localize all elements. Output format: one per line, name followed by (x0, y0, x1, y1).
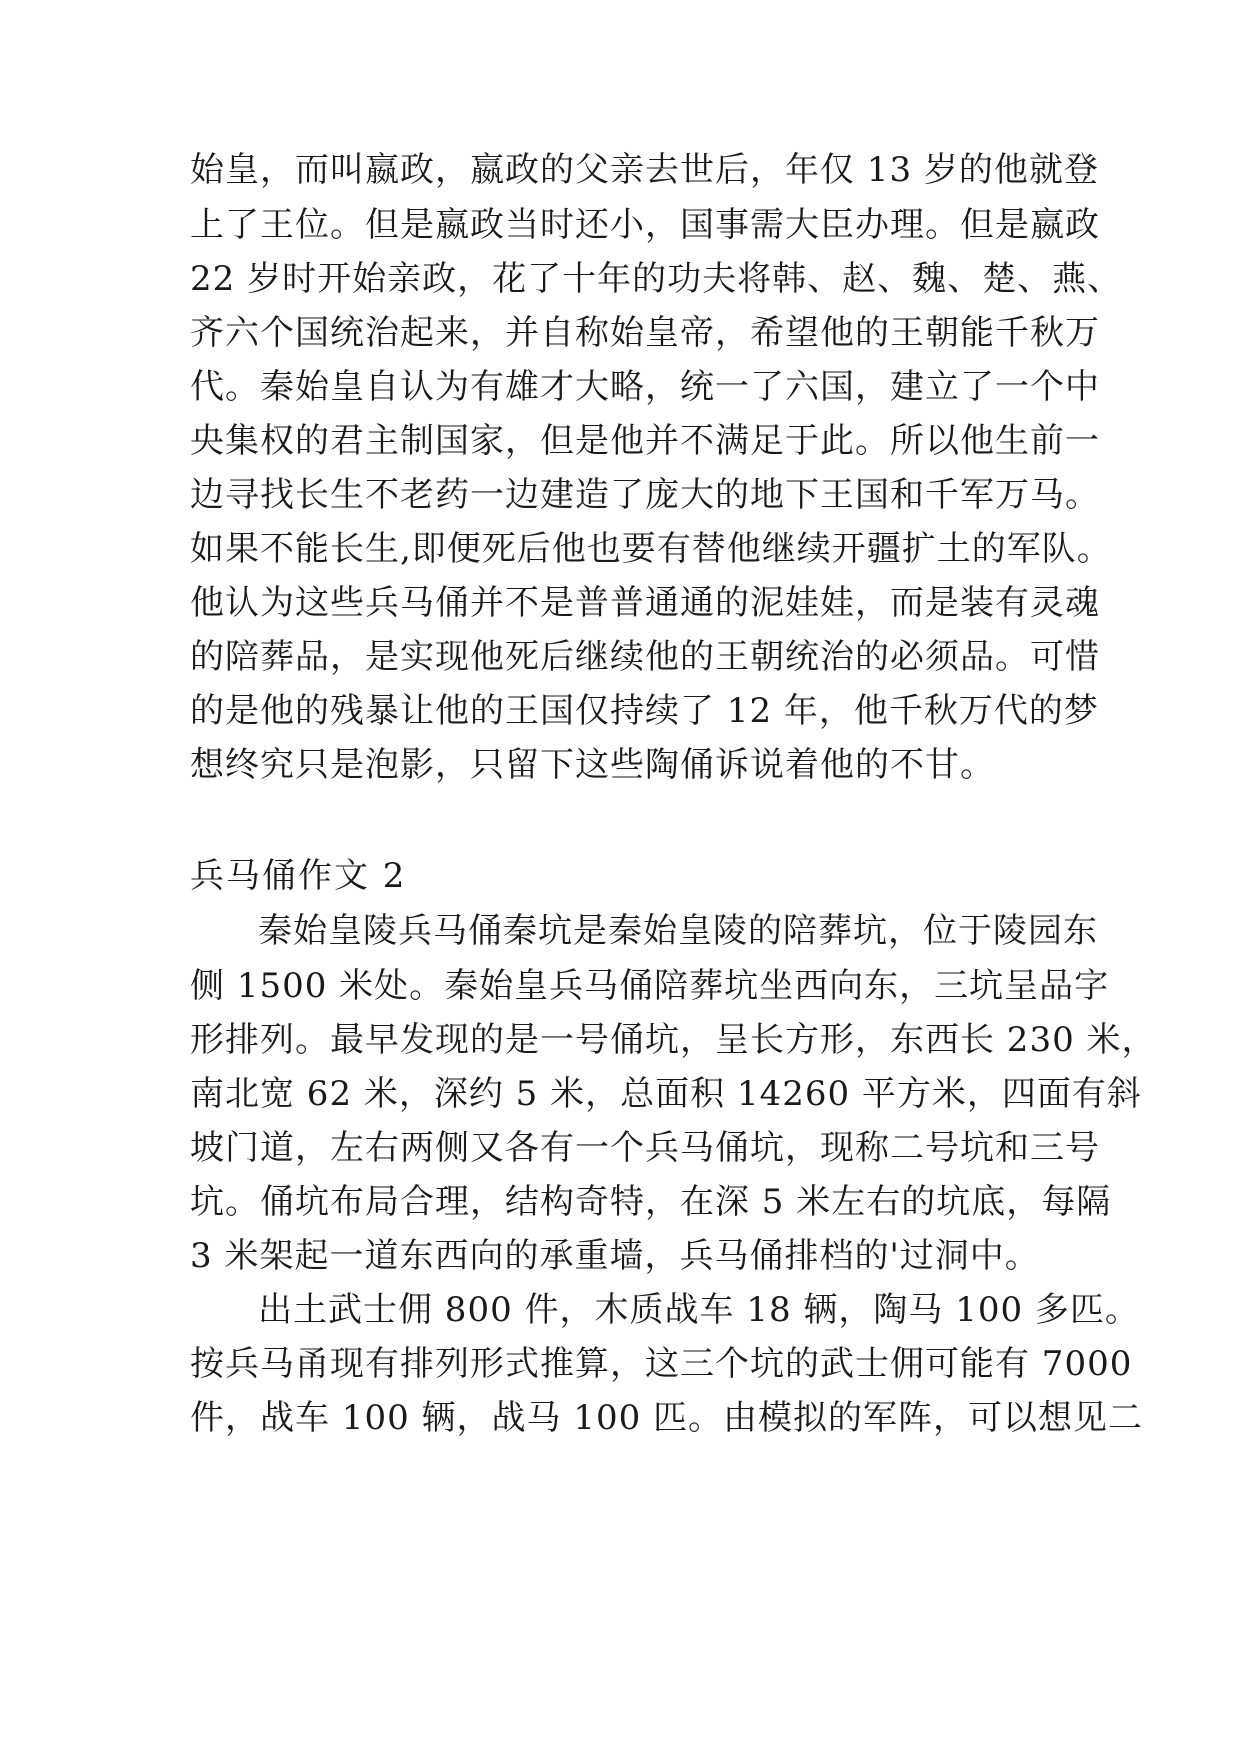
text-line: 秦始皇陵兵马俑秦坑是秦始皇陵的陪葬坑，位于陵园东 (258, 911, 1098, 951)
text-line: 侧 1500 米处。秦始皇兵马俑陪葬坑坐西向东，三坑呈品字 (190, 966, 1110, 1006)
text-line: 央集权的君主制国家，但是他并不满足于此。所以他生前一 (190, 421, 1100, 461)
text-line: 他认为这些兵马俑并不是普普通通的泥娃娃，而是装有灵魂 (190, 583, 1100, 623)
text-line: 出土武士佣 800 件，木质战车 18 辆，陶马 100 多匹。 (258, 1290, 1140, 1330)
text-line: 坡门道，左右两侧又各有一个兵马俑坑，现称二号坑和三号 (190, 1128, 1100, 1168)
text-line: 的是他的残暴让他的王国仅持续了 12 年，他千秋万代的梦 (190, 691, 1099, 731)
text-line: 如果不能长生,即便死后他也要有替他继续开疆扩土的军队。 (190, 529, 1112, 569)
text-line: 边寻找长生不老药一边建造了庞大的地下王国和千军万马。 (190, 475, 1100, 515)
text-line: 想终究只是泡影，只留下这些陶俑诉说着他的不甘。 (190, 745, 995, 785)
text-line: 22 岁时开始亲政，花了十年的功夫将韩、赵、魏、楚、燕、 (190, 259, 1123, 299)
text-line: 上了王位。但是嬴政当时还小，国事需大臣办理。但是嬴政 (190, 205, 1100, 245)
text-line: 南北宽 62 米，深约 5 米，总面积 14260 平方米，四面有斜 (190, 1074, 1142, 1114)
section-heading: 兵马俑作文 2 (190, 856, 407, 896)
text-line: 始皇，而叫嬴政，嬴政的父亲去世后，年仅 13 岁的他就登 (190, 150, 1099, 190)
text-line: 代。秦始皇自认为有雄才大略，统一了六国，建立了一个中 (190, 367, 1100, 407)
text-line: 坑。俑坑布局合理，结构奇特，在深 5 米左右的坑底，每隔 (190, 1182, 1112, 1222)
text-line: 件，战车 100 辆，战马 100 匹。由模拟的军阵，可以想见二 (190, 1398, 1144, 1438)
text-line: 3 米架起一道东西向的承重墙，兵马俑排档的'过洞中。 (190, 1236, 1040, 1276)
text-line: 的陪葬品，是实现他死后继续他的王朝统治的必须品。可惜 (190, 637, 1100, 677)
text-line: 形排列。最早发现的是一号俑坑，呈长方形，东西长 230 米， (190, 1020, 1157, 1060)
text-line: 按兵马甬现有排列形式推算，这三个坑的武士佣可能有 7000 (190, 1344, 1133, 1384)
text-line: 齐六个国统治起来，并自称始皇帝，希望他的王朝能千秋万 (190, 313, 1100, 353)
